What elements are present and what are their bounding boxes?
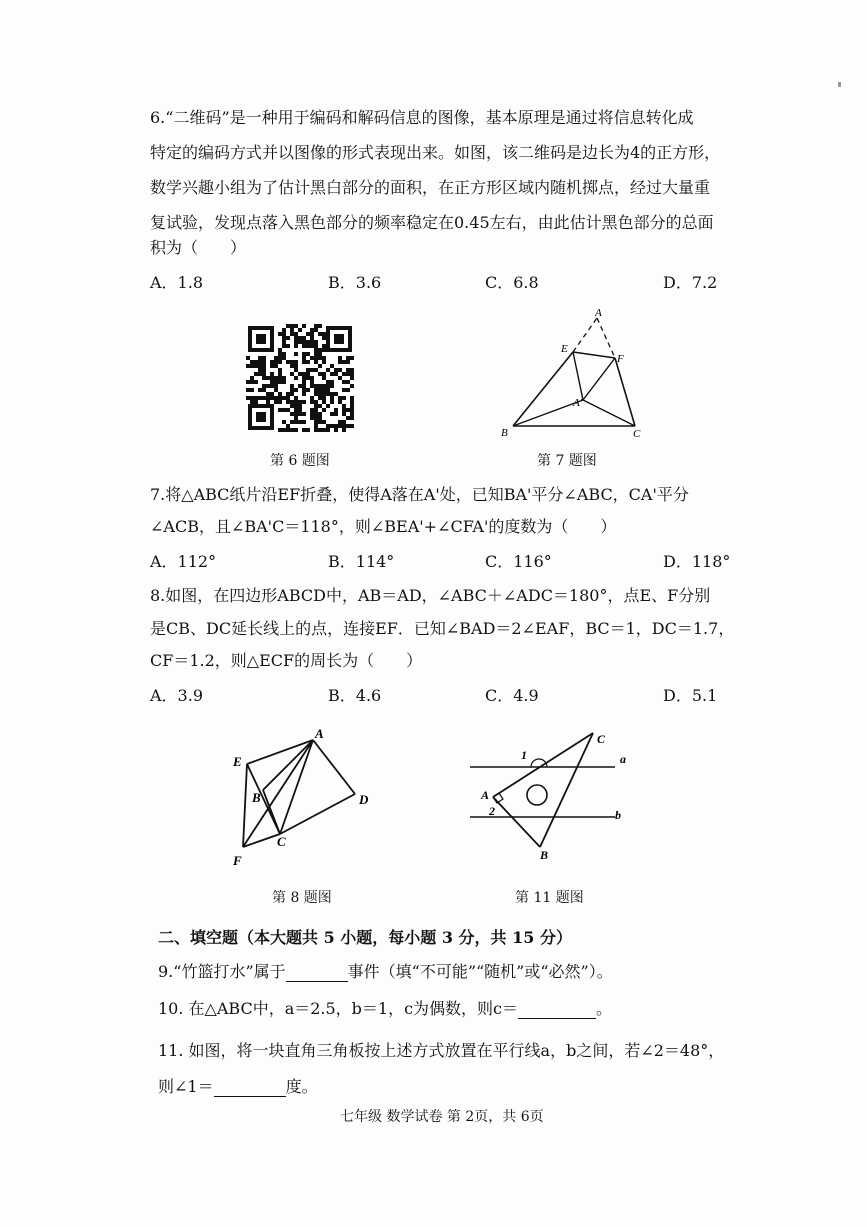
fig8-label-c: C: [277, 834, 286, 849]
q7-option-d: D．118°: [663, 552, 731, 571]
q11-text-before: 则∠1＝: [158, 1077, 214, 1096]
q6-line-5: 积为（ ）: [150, 238, 247, 257]
q7-line-2: ∠ACB，且∠BA'C＝118°，则∠BEA'+∠CFA'的度数为（ ）: [150, 517, 617, 536]
q8-option-b: B．4.6: [328, 686, 382, 705]
q8-line-3: CF＝1.2，则△ECF的周长为（ ）: [150, 651, 423, 670]
figure-7-folded-triangle: [495, 306, 655, 441]
fig8-label-a: A: [315, 726, 324, 741]
q10-text-after: 。: [596, 999, 613, 1018]
fig8-label-d: D: [359, 792, 369, 807]
section-2-heading: 二、填空题（本大题共 5 小题，每小题 3 分，共 15 分）: [158, 928, 572, 947]
fig11-label-2: 2: [489, 804, 495, 818]
scan-speck: [838, 82, 841, 87]
fig7-label-e: E: [561, 343, 568, 355]
q7-option-b: B．114°: [328, 552, 395, 571]
fig8-label-e: E: [233, 754, 242, 769]
q8-line-2: 是CB、DC延长线上的点，连接EF．已知∠BAD＝2∠EAF，BC＝1，DC＝1.7，: [150, 619, 735, 638]
fig7-label-a: A: [595, 307, 602, 319]
q6-line-2: 特定的编码方式并以图像的形式表现出来。如图，该二维码是边长为4的正方形，: [150, 143, 721, 162]
q9: [158, 962, 613, 982]
q6-line-4: 复试验，发现点落入黑色部分的频率稳定在0.45左右，由此估计黑色部分的总面: [150, 213, 714, 232]
q6-option-b: B．3.6: [328, 273, 382, 292]
q7-option-c: C．116°: [485, 552, 552, 571]
q6-line-1: 6.“二维码”是一种用于编码和解码信息的图像，基本原理是通过将信息转化成: [150, 108, 694, 127]
q8-line-1: 8.如图，在四边形ABCD中，AB＝AD，∠ABC＋∠ADC＝180°，点E、F分别: [150, 586, 711, 605]
q7-line-1: 7.将△ABC纸片沿EF折叠，使得A落在A'处，已知BA'平分∠ABC，CA'平分: [150, 485, 689, 504]
fig11-label-a-vertex: A: [481, 788, 490, 802]
q10-answer-blank[interactable]: [518, 1002, 596, 1019]
q9-text-after: 事件（填“不可能”“随机”或“必然”）。: [347, 962, 613, 981]
q9-text-before: 9.“竹篮打水”属于: [158, 962, 286, 981]
q6-option-a: A．1.8: [150, 273, 204, 292]
fig11-label-b-vertex: B: [540, 848, 549, 862]
q8-option-c: C．4.9: [485, 686, 539, 705]
figure-7-caption: 第 7 题图: [537, 453, 597, 469]
q11-text-after: 度。: [285, 1077, 318, 1096]
q6-option-d: D．7.2: [663, 273, 718, 292]
q7-option-a: A．112°: [150, 552, 217, 571]
q11-line-1: 11. 如图，将一块直角三角板按上述方式放置在平行线a，b之间，若∠2＝48°，: [158, 1041, 725, 1060]
fig7-label-c: C: [633, 428, 641, 440]
fig7-label-f: F: [617, 353, 624, 365]
figure-8-quadrilateral: [225, 722, 375, 872]
q11-answer-blank[interactable]: [214, 1080, 286, 1097]
figure-11-set-square: [465, 725, 645, 865]
fig8-label-f: F: [233, 853, 242, 868]
q6-line-3: 数学兴趣小组为了估计黑白部分的面积，在正方形区域内随机掷点，经过大量重: [150, 178, 711, 197]
q9-answer-blank[interactable]: [286, 965, 348, 982]
q10: [158, 999, 612, 1019]
q11-line-2: [158, 1077, 318, 1097]
qr-code-figure: [246, 324, 354, 432]
q8-option-d: D．5.1: [663, 686, 718, 705]
q10-text-before: 10. 在△ABC中，a＝2.5，b＝1，c为偶数，则c＝: [158, 999, 519, 1018]
figure-8-caption: 第 8 题图: [272, 890, 332, 906]
figure-11-caption: 第 11 题图: [515, 890, 584, 906]
q6-option-c: C．6.8: [485, 273, 539, 292]
q8-option-a: A．3.9: [150, 686, 204, 705]
fig7-label-a-prime: A': [573, 397, 583, 409]
fig11-label-b-line: b: [615, 808, 621, 822]
fig7-label-b: B: [501, 427, 508, 439]
page-footer: 七年级 数学试卷 第 2页，共 6页: [340, 1109, 544, 1125]
fig11-label-c: C: [597, 732, 606, 746]
fig11-label-1: 1: [521, 748, 527, 762]
figure-6-caption: 第 6 题图: [270, 453, 330, 469]
fig11-label-a-line: a: [620, 752, 626, 766]
fig8-label-b: B: [252, 790, 261, 805]
